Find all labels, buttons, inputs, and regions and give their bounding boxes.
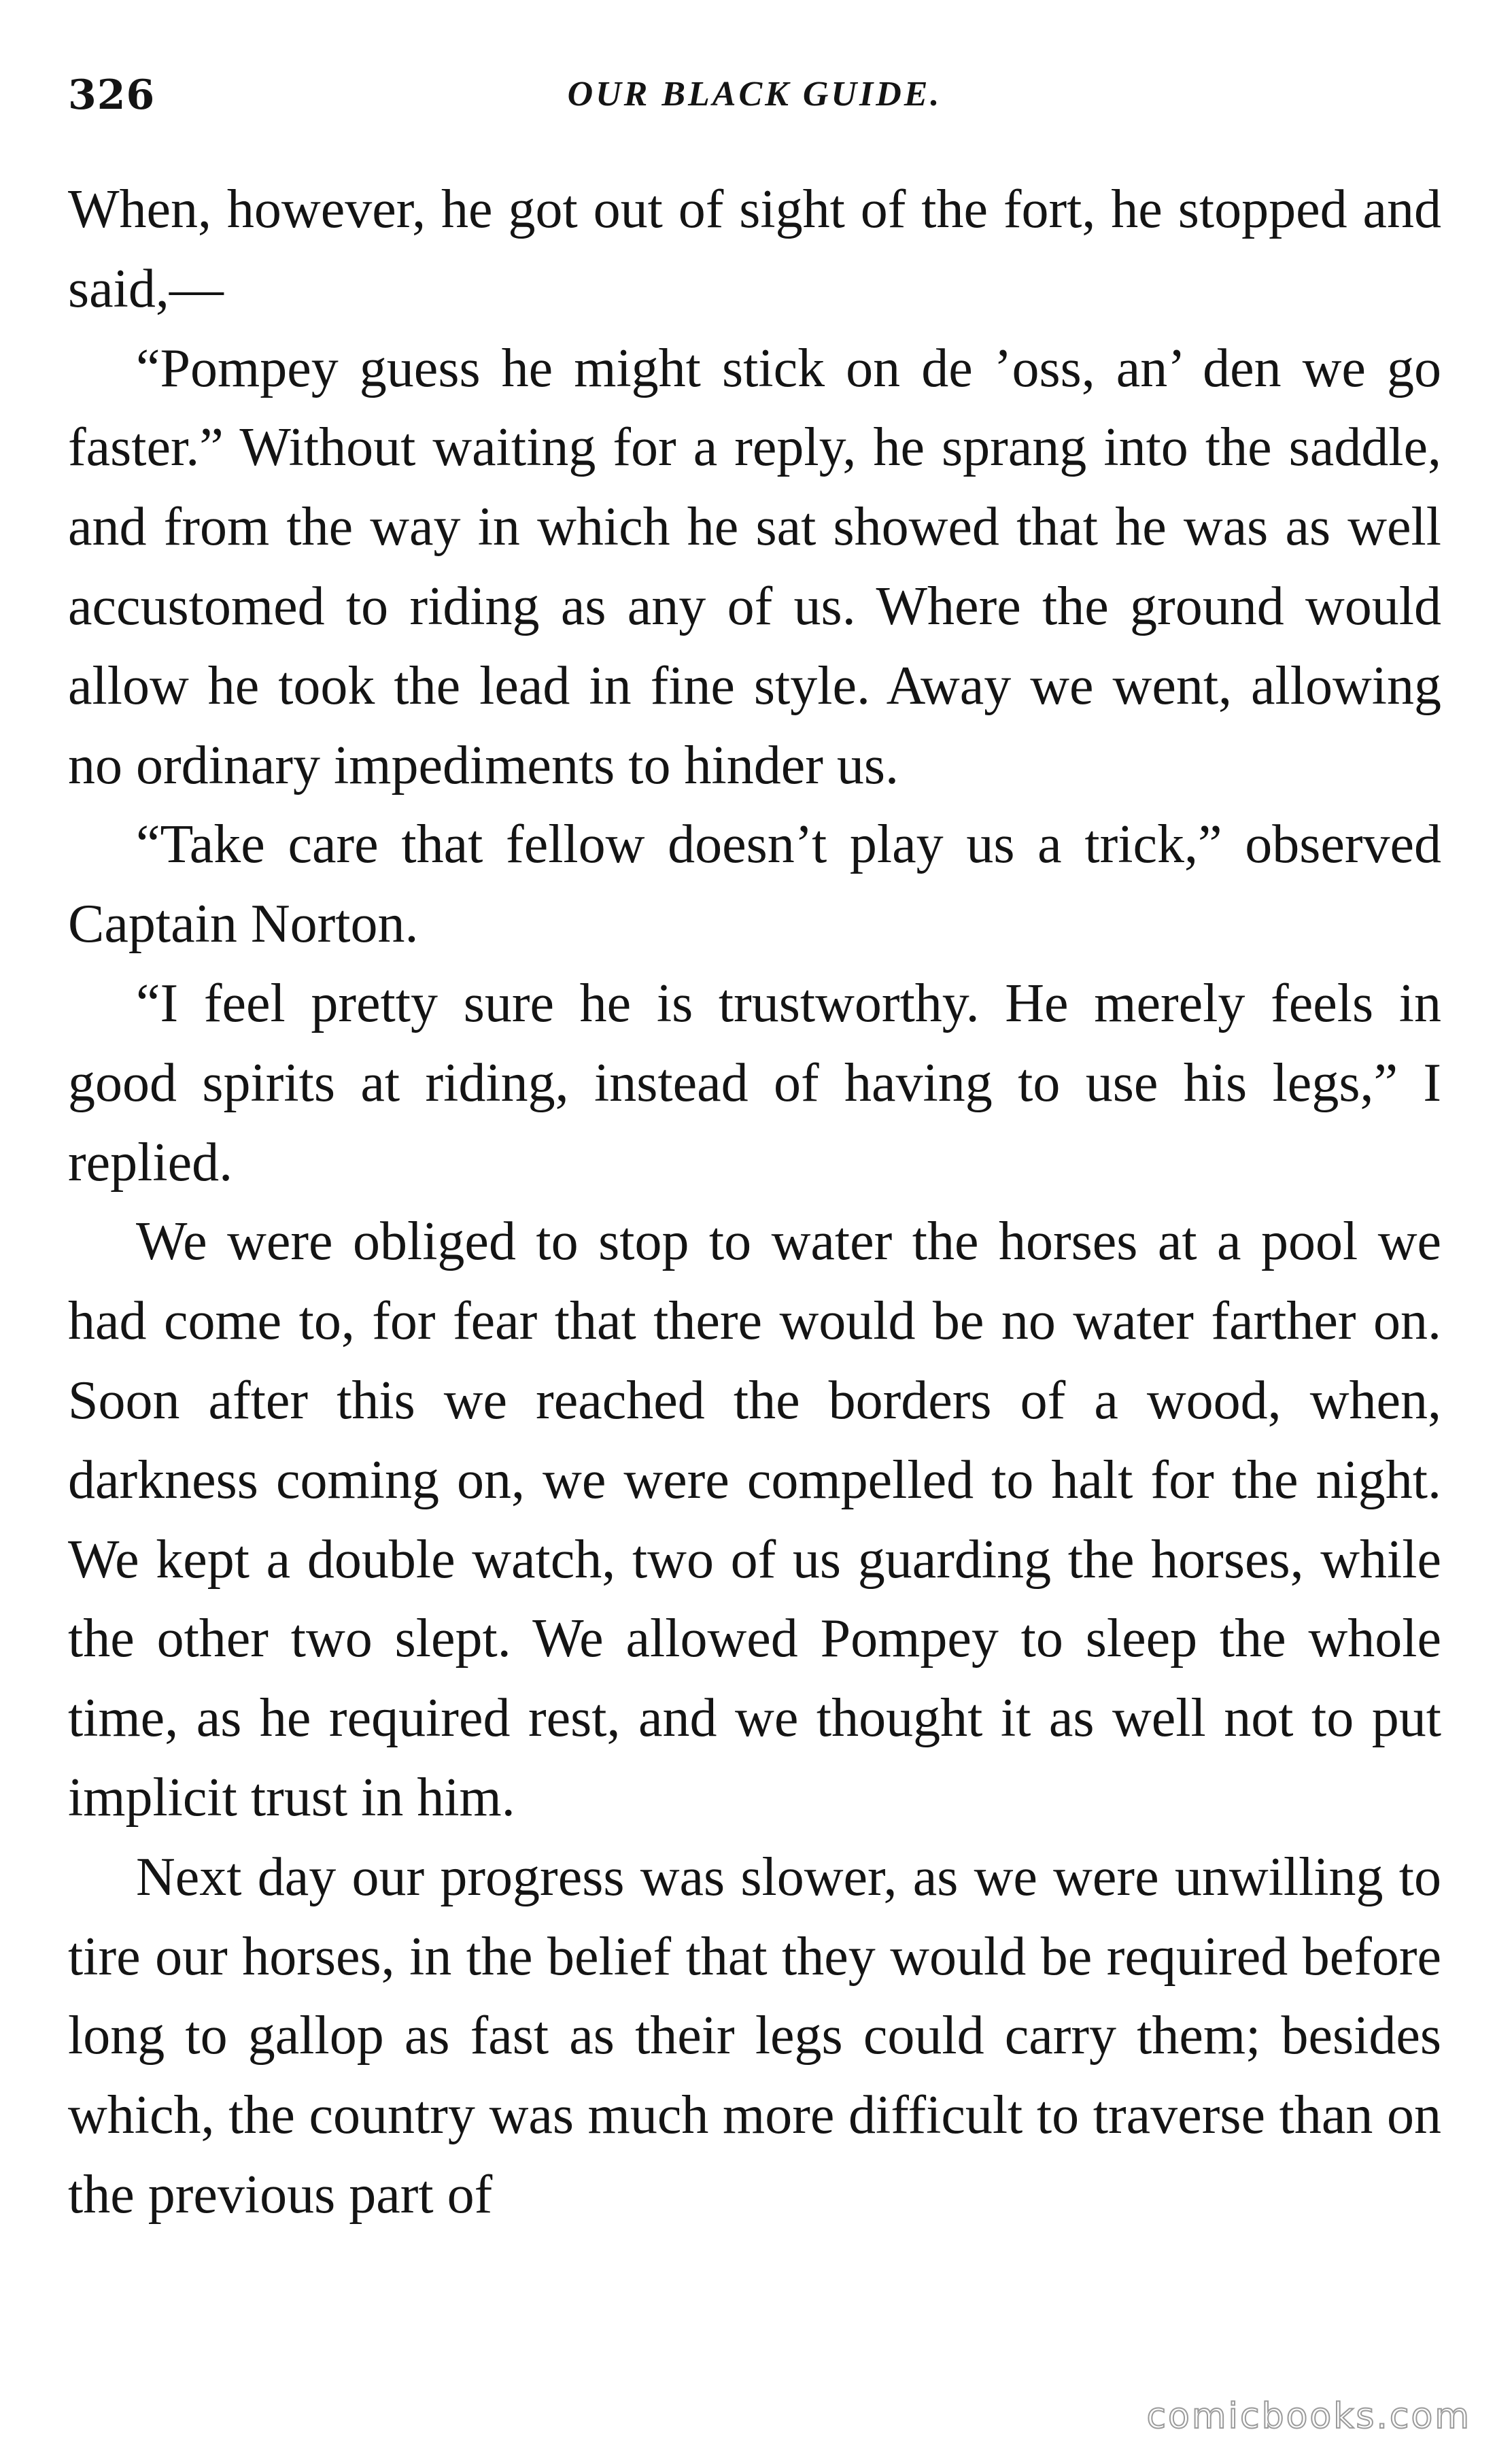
watermark: comicbooks.com	[1146, 2396, 1471, 2437]
running-title: OUR BLACK GUIDE.	[567, 75, 942, 114]
paragraph: When, however, he got out of sight of the fort, he stopped and said,—	[68, 179, 1441, 319]
paragraph: We were obliged to stop to water the horses at a pool we had come to, for fear that there would be no water farther on. Soon after this we reached the borders of a wood, when, darkness coming on, we were compelled to halt for the night. We kept a double watch, two of us guarding the horses, while the other two slept. We allowed Pompey to sleep the whole time, as he required rest, and we thought it as well not to put implicit trust in him.	[68, 1212, 1441, 1828]
page-header	[68, 65, 1441, 133]
body-text	[68, 170, 1441, 2235]
paragraph: “Take care that fellow doesn’t play us a trick,” observed Captain Norton.	[68, 815, 1441, 955]
paragraph: Next day our progress was slower, as we were unwilling to tire our horses, in the belief that they would be required before long to gallop as fast as their legs could carry them; besides which, the country was much more difficult to traverse than on the previous part of	[68, 1847, 1441, 2225]
paragraph: “Pompey guess he might stick on de ’oss, an’ den we go faster.” Without waiting for a reply, he sprang into the saddle, and from the way in which he sat showed that he was as well accustomed to riding as any of us. Where the ground would allow he took the lead in fine style. Away we went, allowing no ordinary impediments to hinder us.	[68, 338, 1441, 795]
paragraph: “I feel pretty sure he is trustworthy. He merely feels in good spirits at riding, instead of having to use his legs,” I replied.	[68, 973, 1441, 1193]
page-number: 326	[68, 71, 156, 119]
